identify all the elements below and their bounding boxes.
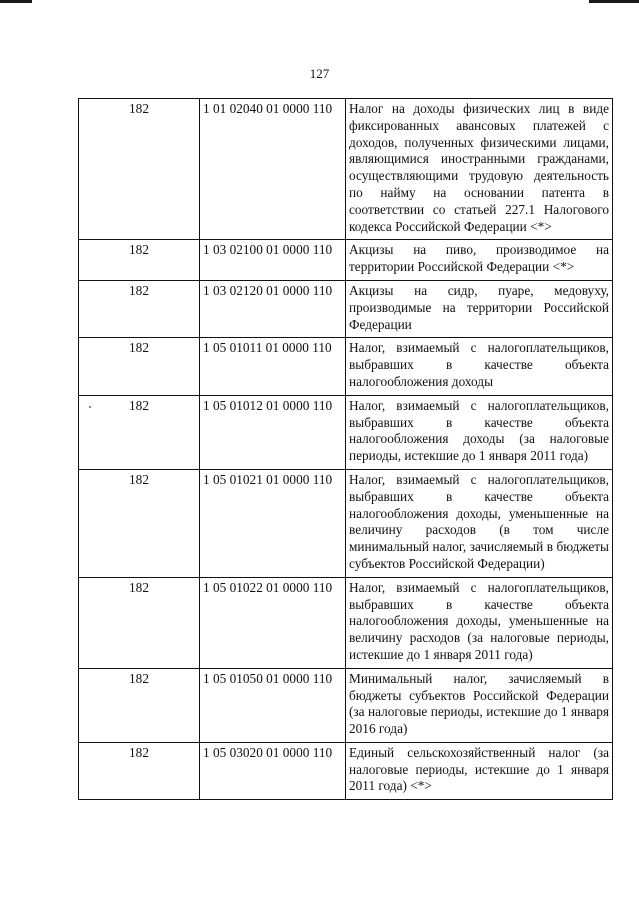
- budget-classification-code-cell: 1 05 01011 01 0000 110: [200, 338, 346, 395]
- revenue-name-cell: Минимальный налог, зачисляемый в бюджеты субъектов Российской Федерации (за налоговые периоды, истекшие до 1 января 2016 года): [346, 668, 613, 742]
- budget-classification-code-cell: 1 05 03020 01 0000 110: [200, 742, 346, 799]
- revenue-name-cell: Налог, взимаемый с налогоплательщиков, выбравших в качестве объекта налогообложения доходы: [346, 338, 613, 395]
- budget-classification-code-cell: 1 05 01012 01 0000 110: [200, 395, 346, 469]
- budget-classification-code-cell: 1 03 02120 01 0000 110: [200, 280, 346, 337]
- revenue-name-cell: Акцизы на пиво, производимое на территории Российской Федерации <*>: [346, 240, 613, 281]
- table-row: [79, 742, 613, 799]
- administrator-code-cell: 182: [79, 280, 200, 337]
- revenue-name-cell: Акцизы на сидр, пуаре, медовуху, производимые на территории Российской Федерации: [346, 280, 613, 337]
- table-row: [79, 99, 613, 240]
- budget-classification-code-cell: 1 05 01050 01 0000 110: [200, 668, 346, 742]
- revenue-name-cell: Налог, взимаемый с налогоплательщиков, выбравших в качестве объекта налогообложения доходы, уменьшенные на величину расходов (в том числе минимальный налог, зачисляемый в бюджеты субъектов Российской Федерации): [346, 469, 613, 577]
- administrator-code-cell: 182: [79, 338, 200, 395]
- administrator-code-cell: 182: [79, 99, 200, 240]
- table-row: [79, 395, 613, 469]
- revenue-codes-table: [78, 98, 613, 800]
- scan-edge-mark-right: [589, 0, 639, 3]
- revenue-name-cell: Налог, взимаемый с налогоплательщиков, выбравших в качестве объекта налогообложения доходы (за налоговые периоды, истекшие до 1 января 2011 года): [346, 395, 613, 469]
- table-row: [79, 240, 613, 281]
- page-number: 127: [309, 66, 330, 81]
- administrator-code-cell: 182: [79, 469, 200, 577]
- administrator-code-cell: 182: [79, 668, 200, 742]
- administrator-code-cell: 182: [79, 240, 200, 281]
- table-row: [79, 577, 613, 668]
- revenue-name-cell: Налог, взимаемый с налогоплательщиков, выбравших в качестве объекта налогообложения доходы, уменьшенные на величину расходов (за налоговые периоды, истекшие до 1 января 2011 года): [346, 577, 613, 668]
- table-row: [79, 280, 613, 337]
- administrator-code-cell: 182: [79, 395, 200, 469]
- scan-edge-mark-left: [0, 0, 32, 3]
- table-row: [79, 338, 613, 395]
- budget-classification-code-cell: 1 01 02040 01 0000 110: [200, 99, 346, 240]
- table-row: [79, 668, 613, 742]
- budget-classification-code-cell: 1 03 02100 01 0000 110: [200, 240, 346, 281]
- table-row: [79, 469, 613, 577]
- revenue-name-cell: Налог на доходы физических лиц в виде фиксированных авансовых платежей с доходов, полученных физическими лицами, являющимися иностранными гражданами, осуществляющими трудовую деятельность по найму на основании патента в соответствии со статьей 227.1 Налогового кодекса Российской Федерации <*>: [346, 99, 613, 240]
- budget-classification-code-cell: 1 05 01022 01 0000 110: [200, 577, 346, 668]
- administrator-code-cell: 182: [79, 742, 200, 799]
- budget-classification-code-cell: 1 05 01021 01 0000 110: [200, 469, 346, 577]
- administrator-code-cell: 182: [79, 577, 200, 668]
- revenue-name-cell: Единый сельскохозяйственный налог (за налоговые периоды, истекшие до 1 января 2011 года) <*>: [346, 742, 613, 799]
